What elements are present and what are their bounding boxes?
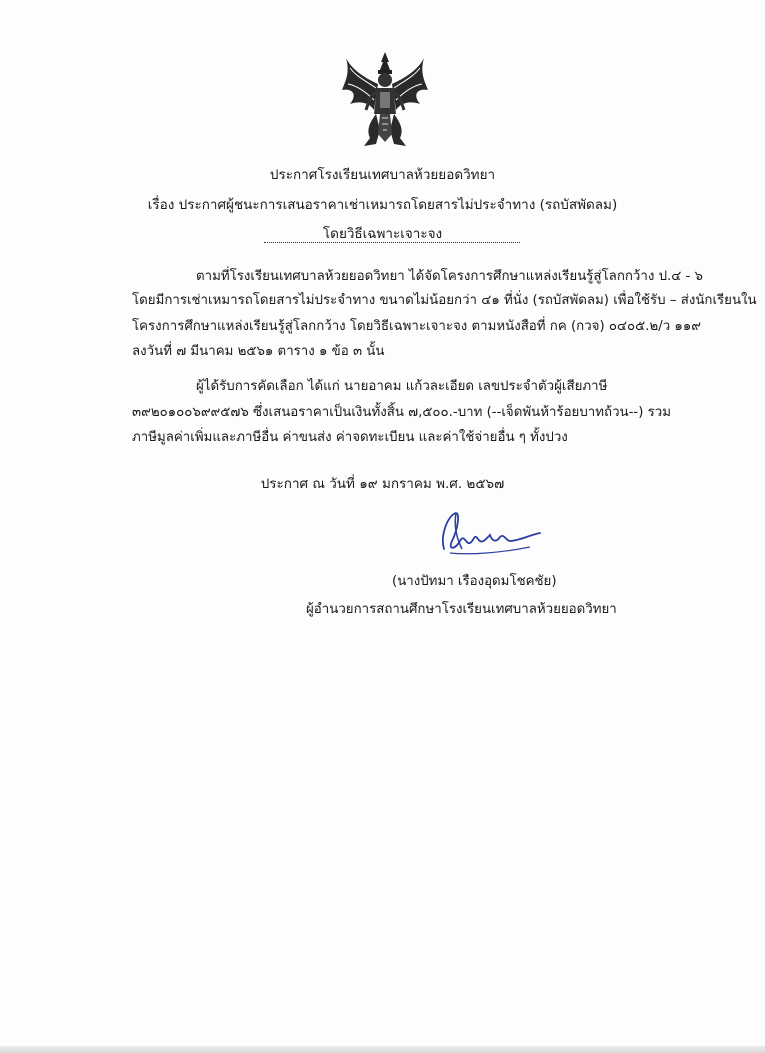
garuda-emblem-icon bbox=[340, 50, 430, 150]
announcement-date: ประกาศ ณ วันที่ ๑๙ มกราคม พ.ศ. ๒๕๖๗ bbox=[260, 476, 505, 492]
dotted-divider bbox=[264, 242, 520, 243]
header-subject: เรื่อง ประกาศผู้ชนะการเสนอราคาเช่าเหมารถโดยสารไม่ประจำทาง (รถบัสพัดลม) bbox=[147, 197, 618, 213]
header-method: โดยวิธีเฉพาะเจาะจง bbox=[322, 226, 443, 242]
signer-position: ผู้อำนวยการสถานศึกษาโรงเรียนเทศบาลห้วยยอดวิทยา bbox=[306, 602, 617, 617]
paragraph-1-line: ตามที่โรงเรียนเทศบาลห้วยยอดวิทยา ได้จัดโครงการศึกษาแหล่งเรียนรู้สู่โลกกว้าง ป.๔ - ๖ bbox=[196, 269, 704, 284]
paragraph-1-line: โดยมีการเช่าเหมารถโดยสารไม่ประจำทาง ขนาดไม่น้อยกว่า ๔๑ ที่นั่ง (รถบัสพัดลม) เพื่อใช้รับ – ส่งนักเรียนใน bbox=[132, 293, 757, 308]
paragraph-1-line: ลงวันที่ ๗ มีนาคม ๒๕๖๑ ตาราง ๑ ข้อ ๓ นั้น bbox=[132, 344, 385, 359]
paragraph-2-line: ผู้ได้รับการคัดเลือก ได้แก่ นายอาคม แก้วละเอียด เลขประจำตัวผู้เสียภาษี bbox=[196, 379, 608, 394]
paragraph-2-line: ภาษีมูลค่าเพิ่มและภาษีอื่น ค่าขนส่ง ค่าจดทะเบียน และค่าใช้จ่ายอื่น ๆ ทั้งปวง bbox=[132, 430, 568, 445]
header-school: ประกาศโรงเรียนเทศบาลห้วยยอดวิทยา bbox=[269, 167, 496, 183]
signature-icon bbox=[430, 505, 550, 565]
paragraph-2-line: ๓๙๒๐๑๐๐๖๙๙๕๗๖ ซึ่งเสนอราคาเป็นเงินทั้งสิ้น ๗,๕๐๐.-บาท (--เจ็ดพันห้าร้อยบาทถ้วน--) รวม bbox=[132, 405, 672, 420]
scan-bottom-edge bbox=[0, 1046, 765, 1053]
paragraph-1-line: โครงการศึกษาแหล่งเรียนรู้สู่โลกกว้าง โดยวิธีเฉพาะเจาะจง ตามหนังสือที่ กค (กวจ) ๐๔๐๕.๒/ว ๑๑๙ bbox=[132, 319, 702, 334]
signer-name: (นางปัทมา เรืองอุดมโชคชัย) bbox=[392, 574, 557, 589]
